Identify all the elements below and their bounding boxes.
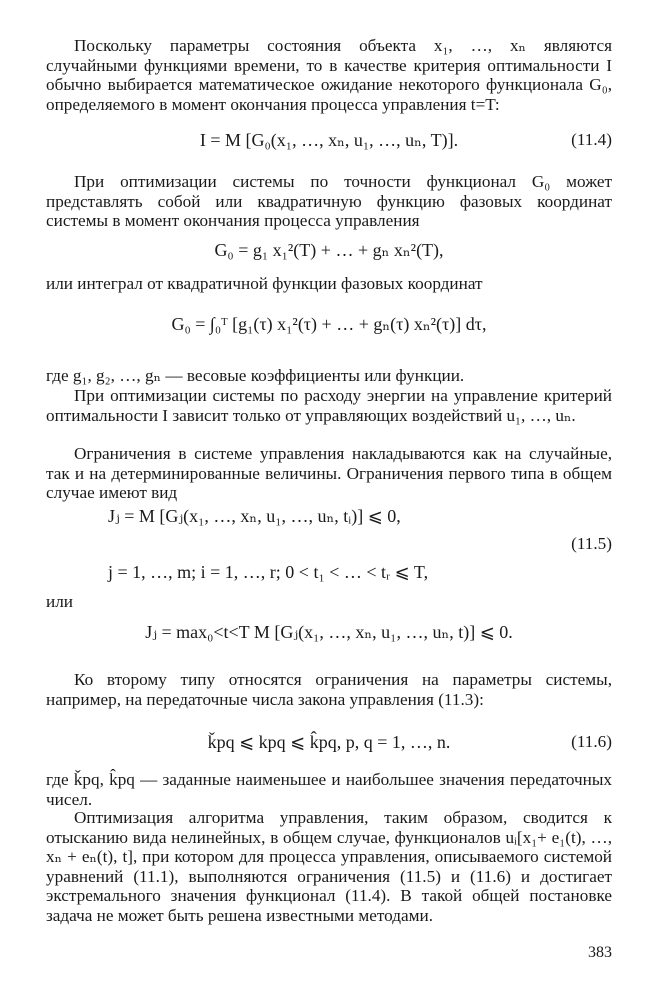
equation-g0-integral-text: G₀ = ∫₀ᵀ [g₁(τ) x₁²(τ) + … + gₙ(τ) xₙ²(τ)] dτ,	[171, 314, 487, 334]
paragraph-4-text: где g₁, g₂, …, gₙ — весовые коэффициенты или функции.	[46, 366, 465, 385]
equation-11-5-line-2	[108, 562, 428, 583]
equation-11-6-text: ǩpq ⩽ kpq ⩽ k̂pq, p, q = 1, …, n.	[207, 732, 451, 752]
equation-11-5-line-2-text: j = 1, …, m; i = 1, …, r; 0 < t₁ < … < tᵣ ⩽ T,	[108, 562, 429, 582]
paragraph-4	[46, 366, 612, 386]
paragraph-9-text: где ǩpq, k̂pq — заданные наименьшее и наибольшее значения передаточных чисел.	[46, 770, 612, 809]
equation-11-5-line-1-text: Jⱼ = M [Gⱼ(x₁, …, xₙ, u₁, …, uₙ, tᵢ)] ⩽ 0,	[108, 506, 401, 526]
paragraph-7-text: или	[46, 592, 73, 611]
paragraph-5-text: При оптимизации системы по расходу энергии на управление критерий оптимальности I зависит только от управляющих воздействий u₁, …, uₙ.	[46, 386, 612, 425]
paragraph-1	[46, 36, 612, 114]
paragraph-2	[46, 172, 612, 231]
equation-g0-quadratic-text: G₀ = g₁ x₁²(T) + … + gₙ xₙ²(T),	[214, 240, 444, 260]
equation-11-6	[46, 732, 612, 753]
equation-g0-integral	[46, 314, 612, 335]
paragraph-7	[46, 592, 612, 612]
equation-11-5-line-1	[108, 506, 401, 527]
equation-max	[46, 622, 612, 643]
paragraph-6-text: Ограничения в системе управления накладываются как на случайные, так и на детерминированные величины. Ограничения первого типа в общем случае имеют вид	[46, 444, 612, 502]
equation-11-4-text: I = M [G₀(x₁, …, xₙ, u₁, …, uₙ, T)].	[199, 130, 459, 150]
equation-max-text: Jⱼ = max₀<t<T M [Gⱼ(x₁, …, xₙ, u₁, …, uₙ, t)] ⩽ 0.	[145, 622, 513, 642]
paragraph-1-text: Поскольку параметры состояния объекта x₁, …, xₙ являются случайными функциями времени, то в качестве критерия оптимальности I обычно выбирается математическое ожидание некоторого функционала G₀, определяемого в момент окончания процесса управления t=T:	[46, 36, 612, 114]
equation-number-11-4: (11.4)	[571, 130, 612, 149]
paragraph-2-text: При оптимизации системы по точности функционал G₀ может представлять собой или квадратичную функцию фазовых координат системы в момент окончания процесса управления	[46, 172, 612, 230]
paragraph-10-text: Оптимизация алгоритма управления, таким образом, сводится к отысканию вида нелинейных, в общем случае, функционалов uᵢ[x₁+ e₁(t), …, xₙ + eₙ(t), t], при котором для процесса управления, описываемого системой уравнений (11.1), выполняются ограничения (11.5) и (11.6) и достигает экстремального значения функционал (11.4). В такой общей постановке задача не может быть решена известными методами.	[46, 808, 612, 925]
equation-11-4	[46, 130, 612, 151]
paragraph-10	[46, 808, 612, 925]
paragraph-3-text: или интеграл от квадратичной функции фазовых координат	[46, 274, 483, 293]
paragraph-3	[46, 274, 612, 294]
paragraph-8-text: Ко второму типу относятся ограничения на параметры системы, например, на передаточные числа закона управления (11.3):	[46, 670, 612, 709]
paragraph-9	[46, 770, 612, 809]
paragraph-6	[46, 444, 612, 503]
paragraph-5	[46, 386, 612, 425]
equation-number-11-5: (11.5)	[571, 534, 612, 553]
equation-g0-quadratic	[46, 240, 612, 261]
page-number: 383	[588, 944, 612, 961]
paragraph-8	[46, 670, 612, 709]
equation-number-11-6: (11.6)	[571, 732, 612, 751]
